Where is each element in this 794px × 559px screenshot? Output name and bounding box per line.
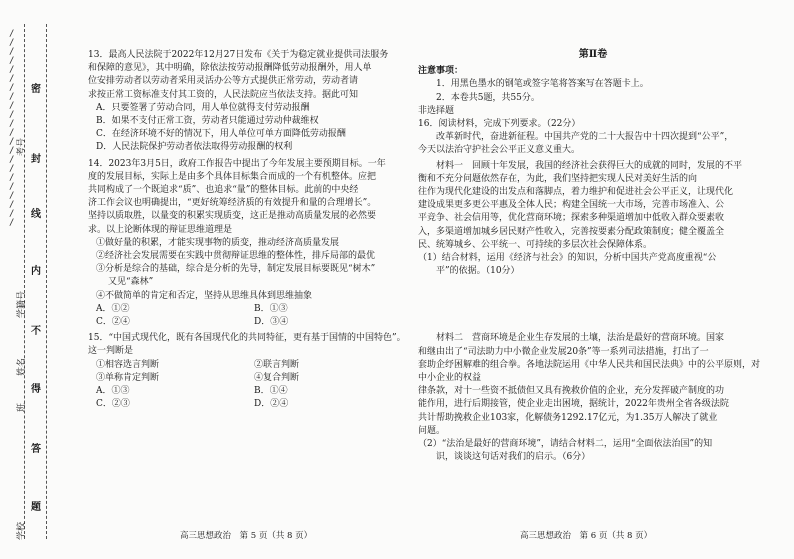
question-14	[88, 158, 410, 330]
material-1-line: 材料一 回顾十年发展，我国的经济社会获得巨大的成就的同时，发展的不平	[436, 160, 743, 171]
q15-item-3: ③单称肯定判断	[96, 372, 160, 383]
seal-char-5: 不	[31, 326, 41, 337]
q14-options	[88, 303, 410, 329]
q14-item-1: ①做好量的积累，才能实现事物的质变，推动经济高质量发展	[96, 237, 340, 248]
q15-item-2: ②联言判断	[254, 359, 300, 370]
sub-question-2: （2）“法治是最好的营商环境”，请结合材料二，运用“全面依法治国”的知	[418, 439, 713, 450]
q13-option-c[interactable]: C．在经济环境不好的情况下，用人单位可单方面降低劳动报酬	[96, 129, 346, 140]
question-type-title: 非选择题	[418, 105, 455, 116]
q15-option-d[interactable]: D．②④	[254, 399, 289, 410]
q13-line: 和保障的意见》，其中明确，除依法按劳动报酬降低劳动报酬外，用人单	[88, 63, 372, 74]
material-1-line: 平竞争、社会信用等，优化营商环境；探索多种渠道增加中低收入群众要素收	[418, 213, 725, 224]
material-2-line: 能作用，进行后期接管，使企业走出困境，据统计，2022年贵州全省各级法院	[418, 399, 729, 410]
note-1: 1．用黑色墨水的钢笔或签字笔将答案写在答题卡上。	[436, 79, 649, 90]
intro-line: 改革新时代，奋进新征程。中国共产党的二十大报告中十四次提到“公平”，	[436, 132, 734, 143]
section-title: 第Ⅱ卷	[578, 49, 608, 60]
material-1-line: 民、统筹城乡、公平统一、可持续的多层次社会保障体系。	[418, 239, 653, 250]
q15-options	[88, 385, 410, 411]
q15-option-b[interactable]: B．①④	[254, 386, 288, 397]
name-label: 姓名	[17, 357, 27, 376]
q13-option-b[interactable]: B．如果不支付正常工资，劳动者只能通过劳动仲裁维权	[96, 116, 319, 127]
material-2-line: 问题。	[418, 425, 446, 436]
seal-char-4: 内	[31, 266, 41, 277]
material-1-line: 衡和不充分问题依然存在，为此，我们坚持把实现人民对美好生活的向	[418, 173, 698, 184]
material-2-line: 和继由出了“司法助力中小微企业发展20条”等一系列司法措施，打出了一	[418, 346, 709, 357]
seal-char-7: 答	[31, 444, 41, 455]
seal-char-1: 密	[31, 84, 41, 95]
left-column	[88, 46, 410, 411]
q14-option-a[interactable]: A．①②	[96, 303, 130, 314]
seal-char-6: 得	[31, 384, 41, 395]
q13-option-a[interactable]: A．只要签署了劳动合同，用人单位就得支付劳动报酬	[96, 102, 310, 113]
answer-space-1	[418, 278, 768, 332]
footer-page-5: 高三思想政治 第 5 页（共 8 页）	[180, 531, 313, 541]
q15-item-1: ①相容选言判断	[96, 359, 160, 370]
q15-items	[88, 359, 410, 385]
q15-line: 15．“中国式现代化，既有各国现代化的共同特征，更有基于国情的中国特色”。	[88, 333, 406, 344]
right-column	[418, 46, 768, 464]
q15-item-4: ④复合判断	[254, 372, 300, 383]
sub-question-2-cont: 识，谈谈这句话对我们的启示。（6分）	[436, 452, 591, 463]
q14-item-2: ②经济社会发展需要在实践中贯彻辩证思维的整体性，排斥局部的最优	[96, 251, 376, 262]
material-1-line: 往作为现代化建设的出发点和落脚点，着力维护和促进社会公平正义，让现代化	[418, 187, 734, 198]
q14-option-d[interactable]: D．③④	[254, 317, 289, 328]
q14-line: 度的发展目标，实际上是由多个具体目标集合而成的一个有机整体。应把	[88, 171, 377, 182]
q14-line: 14．2023年3月5日，政府工作报告中提出了今年发展主要预期目标。一年	[88, 158, 386, 169]
sub-question-1-cont: 平”的依据。（10分）	[436, 266, 520, 277]
seal-char-3: 线	[31, 209, 41, 220]
q15-option-c[interactable]: C．②③	[96, 399, 130, 410]
seal-char-2: 封	[31, 154, 41, 165]
q13-line: 求按正常工资标准支付其工资的，人民法院应当依法支持。据此可知	[88, 89, 359, 100]
intro-line: 今天以法治守护社会公平正义意义重大。	[418, 145, 581, 156]
q14-option-c[interactable]: C．②④	[96, 317, 130, 328]
question-13	[88, 49, 410, 155]
q13-option-d[interactable]: D．人民法院保护劳动者依法取得劳动报酬的权利	[96, 142, 293, 153]
q16-head: 16．阅读材料，完成下列要求。（22分）	[418, 119, 581, 130]
material-2-line: 材料二 营商环境是企业生存发展的土壤，法治是最好的营商环境。国家	[436, 333, 725, 344]
material-1	[418, 160, 768, 252]
q14-item-3-cont: 又见“森林”	[108, 277, 154, 288]
notes-title: 注意事项：	[418, 66, 464, 77]
school-label: 学校	[17, 521, 27, 540]
q14-line: 共同构成了一个既追求“质”、也追求“量”的整体目标。此前的中央经	[88, 185, 359, 196]
q15-option-a[interactable]: A．①③	[96, 386, 130, 397]
material-1-line: 建设成果更多更公平惠及全体人民；构建全国统一大市场，完善市场准入、公	[418, 200, 725, 211]
seal-char-8: 题	[31, 502, 41, 513]
cut-line	[24, 24, 25, 539]
material-2	[418, 332, 768, 438]
exam-no-label: 考号	[17, 137, 27, 156]
q14-line: 坚持以质取胜，以量变的积累实现质变，这正是推动高质量发展的必然要	[88, 211, 377, 222]
q14-option-b[interactable]: B．①③	[254, 303, 288, 314]
sub-question-1: （1）结合材料，运用《经济与社会》的知识，分析中国共产党高度重视“公	[418, 253, 717, 264]
q14-line: 济工作会议也明确提出，“更好统筹经济质的有效提升和量的合理增长”。	[88, 198, 377, 209]
material-1-line: 入，多渠道增加城乡居民财产性收入，完善按要素分配政策制度；健全覆盖全	[418, 226, 725, 237]
material-2-line: 共计帮助挽救企业103家，化解债务1292.17亿元，为1.35万人解决了就业	[418, 412, 718, 423]
binding-strip	[0, 0, 68, 559]
footer-page-6: 高三思想政治 第 6 页（共 8 页）	[520, 531, 653, 541]
material-2-line: 律条款，对十一些资不抵债但又具有挽救价值的企业，充分发挥破产制度的功	[418, 386, 725, 397]
q13-line: 位安排劳动者以劳动者采用灵活办公等方式提供正常劳动，劳动者请	[88, 76, 359, 87]
question-15	[88, 332, 410, 411]
q14-line: 求。以上论断体现的辩证思维道理是	[88, 224, 233, 235]
q14-item-3: ③分析是综合的基础，综合是分析的先导，制定发展目标要既见“树木”	[96, 264, 376, 275]
material-2-line: 套助企纾困解难的组合拳。各地法院运用《中华人民共和国民法典》中的公平原则，对中小企业的权益	[418, 359, 761, 384]
note-2: 2．本卷共5题，共55分。	[436, 92, 540, 103]
q13-line: 13．最高人民法院于2022年12月27日发布《关于为稳定就业提供司法服务	[88, 50, 389, 60]
q15-line: 这一判断是	[88, 346, 134, 357]
seal-line	[46, 24, 47, 539]
cut-marks: / / / / / / / / / / / / / / / / / / / / / /	[9, 29, 15, 228]
q14-item-4: ④不做简单的肯定和否定，坚持从思维具体到思维抽象	[96, 290, 313, 301]
student-no-label: 学籍号	[17, 290, 27, 318]
class-label: 班	[17, 402, 27, 412]
